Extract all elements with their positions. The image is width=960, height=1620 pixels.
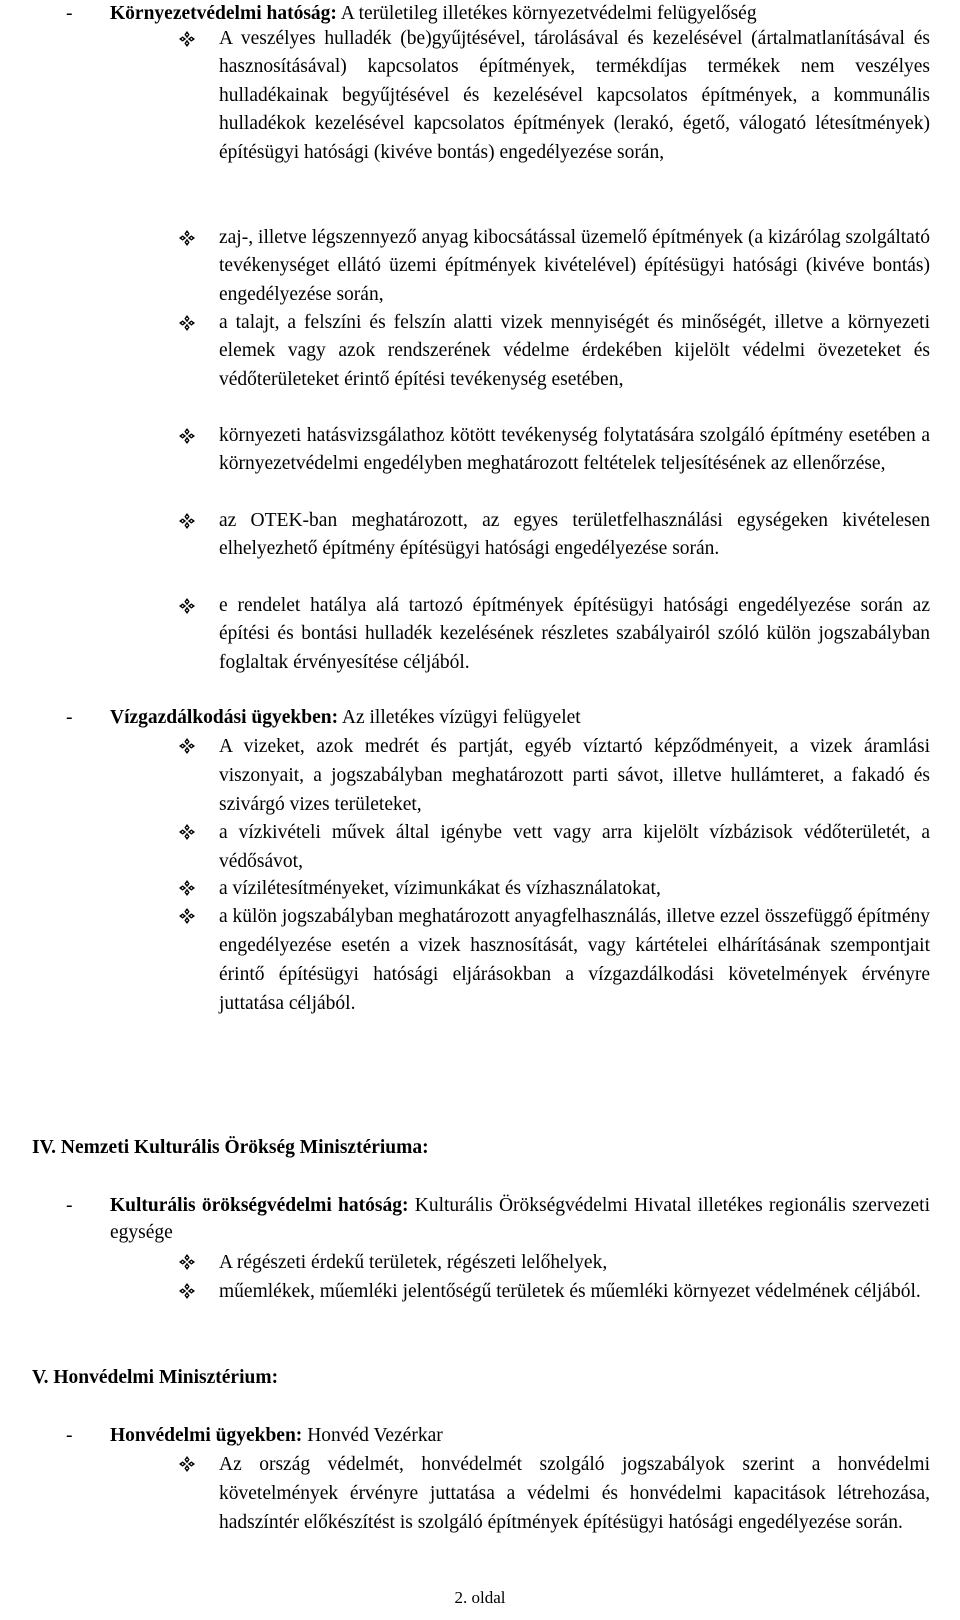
- heritage-authority: Kulturális Örökségvédelmi Hivatal illetékes regionális szervezeti egysége: [110, 1195, 931, 1243]
- list-item: e rendelet hatálya alá tartozó építmények építésügyi hatósági engedélyezése során az építési és bontási hulladék kezelésének részletes szabályairól szóló külön jogszabályban foglaltak érvényesítése céljából.: [178, 592, 930, 677]
- list-item: A vizeket, azok medrét és partját, egyéb víztartó képződményeit, a vizek áramlási viszonyait, a jogszabályban meghatározott parti sávot, illetve hullámteret, a fakadó és szivárgó vizes területeket,: [178, 732, 930, 819]
- diamond-bullet-icon: [178, 823, 196, 841]
- heading-number: IV.: [32, 1137, 57, 1158]
- defense-authority: Honvéd Vezérkar: [307, 1425, 443, 1446]
- list-item: környezeti hatásvizsgálathoz kötött tevékenység folytatására szolgáló építmény esetében a környezetvédelmi engedélyben meghatározott feltételek teljesítésének az ellenőrzése,: [178, 422, 930, 479]
- diamond-bullet-icon: [178, 597, 196, 615]
- section-heading-iv: [32, 1134, 429, 1161]
- water-authority: Az illetékes vízügyi felügyelet: [341, 707, 581, 728]
- list-item: A veszélyes hulladék (be)gyűjtésével, tárolásával és kezelésével (ártalmatlanításával és hasznosításával) kapcsolatos építmények, termékdíjas termékek nem veszélyes hulladékainak begyűjtésével és kezelésével kapcsolatos építmények, a kommunális hulladékok kezelésével kapcsolatos építmények (lerakó, égető, válogató létesítmények) építésügyi hatósági (kivéve bontás) engedélyezése során,: [178, 25, 930, 167]
- diamond-bullet-icon: [178, 1282, 196, 1300]
- list-item: Az ország védelmét, honvédelmét szolgáló jogszabályok szerint a honvédelmi követelmények érvényre juttatása a védelmi és honvédelmi kapacitások létrehozása, hadszíntér előkészítést is szolgáló építmények építésügyi hatósági engedélyezése során.: [178, 1450, 930, 1537]
- defense-authority-line: [66, 1422, 930, 1449]
- list-item: a külön jogszabályban meghatározott anyagfelhasználás, illetve ezzel összefüggő építmény engedélyezése esetén a vizek hasznosítását, vagy kártételei elhárításának szempontjait érintő építésügyi hatósági eljárásokban a vízgazdálkodási követelmények érvényre juttatása céljából.: [178, 902, 930, 1018]
- list-item: az OTEK-ban meghatározott, az egyes területfelhasználási egységeken kivételesen elhelyezhető építmény építésügyi hatósági engedélyezése során.: [178, 507, 930, 564]
- env-authority: A területileg illetékes környezetvédelmi felügyelőség: [340, 3, 757, 24]
- page-number: 2. oldal: [454, 1588, 506, 1607]
- diamond-bullet-icon: [178, 512, 196, 530]
- list-item: A régészeti érdekű területek, régészeti lelőhelyek,: [178, 1248, 930, 1277]
- heading-number: V.: [32, 1367, 49, 1388]
- list-item: a talajt, a felszíni és felszín alatti vizek mennyiségét és minőségét, illetve a környezeti elemek vagy azok rendszerének védelme érdekében kijelölt védelmi övezeteket és védőterületeket érintő építési tevékenység esetében,: [178, 309, 930, 394]
- diamond-bullet-icon: [178, 1253, 196, 1271]
- dash-marker: -: [66, 1195, 73, 1216]
- heading-title: Nemzeti Kulturális Örökség Minisztériuma:: [60, 1137, 429, 1158]
- env-authority-line: [66, 0, 930, 27]
- section-heading-v: [32, 1364, 278, 1391]
- dash-marker: -: [66, 3, 73, 24]
- diamond-bullet-icon: [178, 879, 196, 897]
- water-authority-line: [66, 704, 930, 731]
- diamond-bullet-icon: [178, 314, 196, 332]
- list-item: zaj-, illetve légszennyező anyag kibocsátással üzemelő építmények (a kizárólag szolgáltató tevékenységet ellátó üzemi építmények kivételével) építésügyi hatósági (kivéve bontás) engedélyezése során,: [178, 224, 930, 309]
- list-item: a vízkivételi művek által igénybe vett vagy arra kijelölt vízbázisok védőterületét, a védősávot,: [178, 818, 930, 876]
- diamond-bullet-icon: [178, 737, 196, 755]
- diamond-bullet-icon: [178, 229, 196, 247]
- dash-marker: -: [66, 707, 73, 728]
- list-item: műemlékek, műemléki jelentőségű területek és műemléki környezet védelmének céljából.: [178, 1277, 930, 1306]
- heritage-title: Kulturális örökségvédelmi hatóság:: [110, 1195, 409, 1216]
- heading-title: Honvédelmi Minisztérium:: [53, 1367, 279, 1388]
- defense-title: Honvédelmi ügyekben:: [110, 1425, 303, 1446]
- dash-marker: -: [66, 1425, 73, 1446]
- water-title: Vízgazdálkodási ügyekben:: [110, 707, 339, 728]
- diamond-bullet-icon: [178, 30, 196, 48]
- diamond-bullet-icon: [178, 1455, 196, 1473]
- env-title: Környezetvédelmi hatóság:: [110, 3, 337, 24]
- list-item: a vízilétesítményeket, vízimunkákat és vízhasználatokat,: [178, 874, 930, 903]
- heritage-authority-line: [66, 1192, 930, 1246]
- diamond-bullet-icon: [178, 427, 196, 445]
- diamond-bullet-icon: [178, 907, 196, 925]
